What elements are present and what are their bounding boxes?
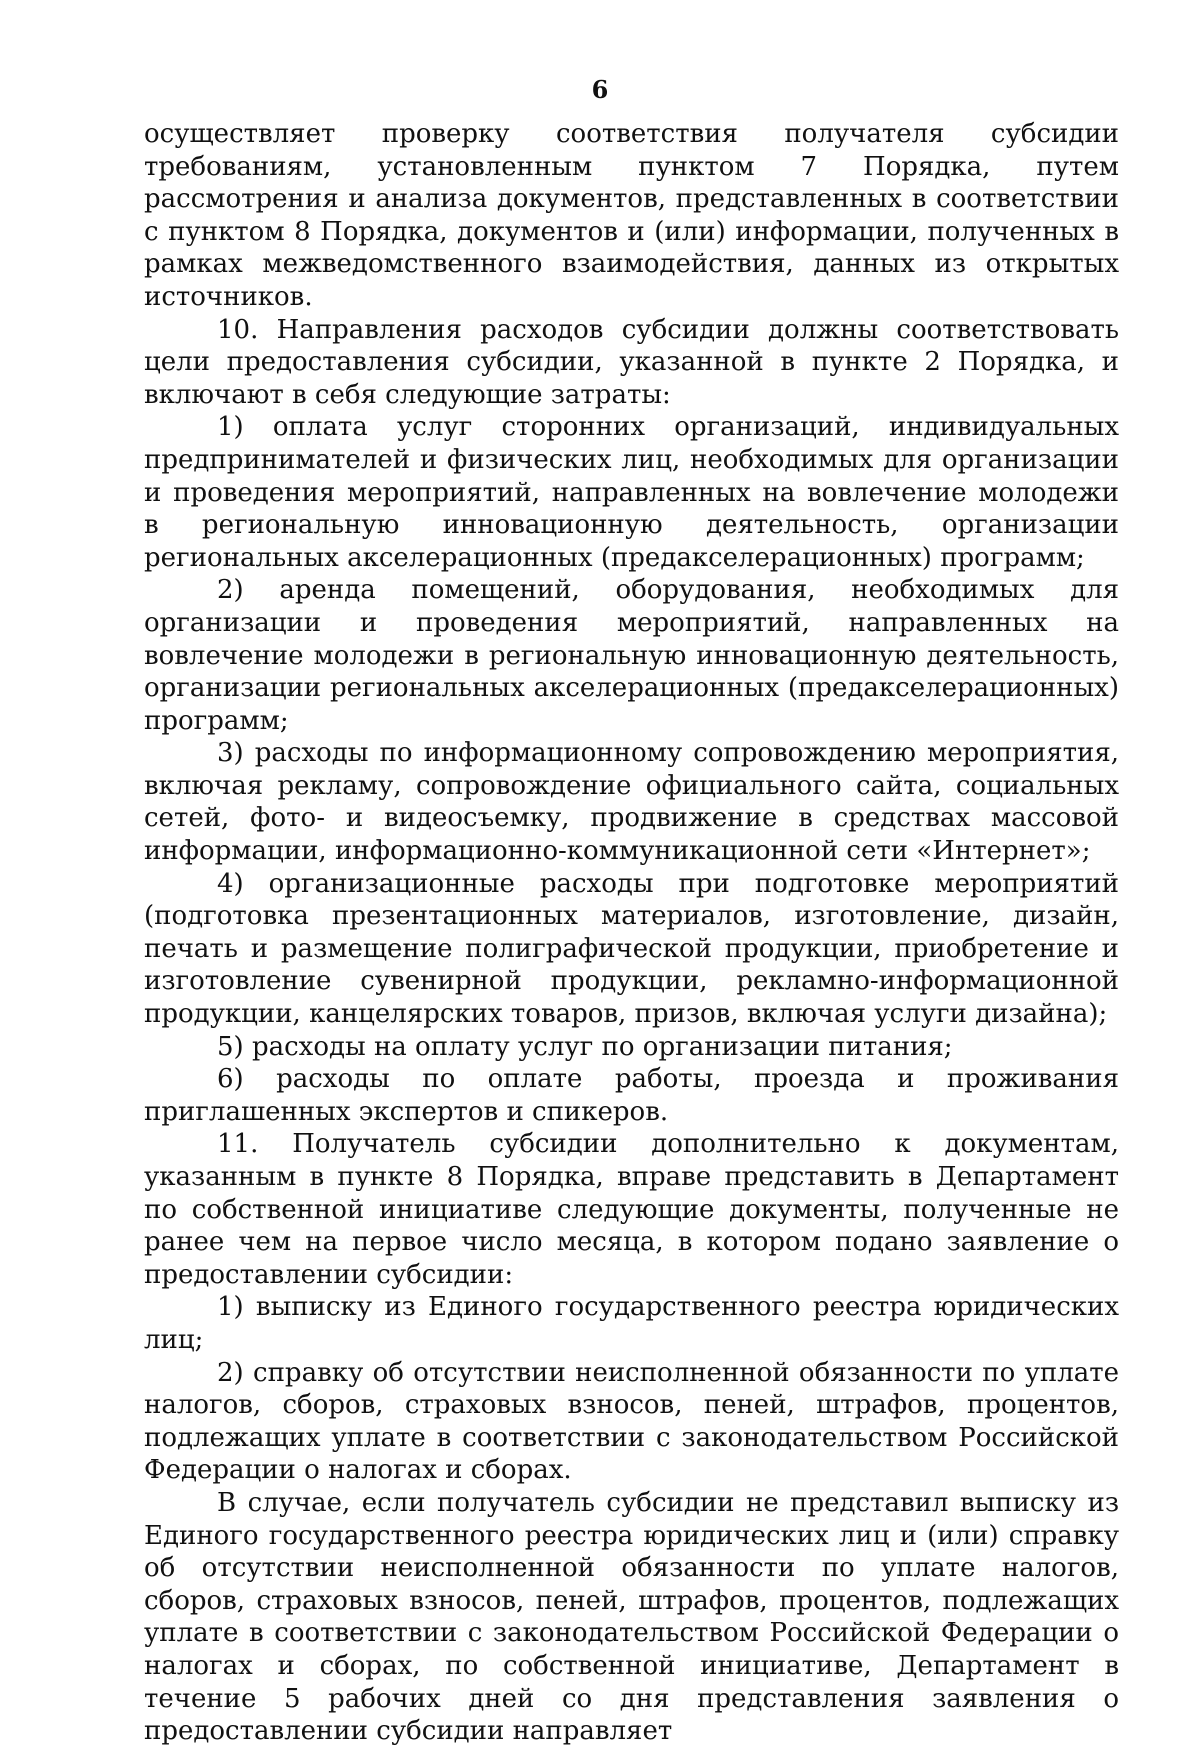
- paragraph-subitem-10-1: 1) оплата услуг сторонних организаций, индивидуальных предпринимателей и физических лиц, необходимых для организации и проведения мероприятий, направленных на вовлечение молодежи в региональную инновационную деятельность, организации региональных акселерационных (предакселерационных) программ;: [144, 412, 1119, 573]
- paragraph-subitem-10-5: 5) расходы на оплату услуг по организации питания;: [217, 1031, 953, 1062]
- paragraph-case: В случае, если получатель субсидии не представил выписку из Единого государственного реестра юридических лиц и (или) справку об отсутствии неисполненной обязанности по уплате налогов, сборов, страховых взносов, пеней, штрафов, процентов, подлежащих уплате в соответствии с законодательством Российской Федерации о налогах и сборах, по собственной инициативе, Департамент в течение 5 рабочих дней со дня представления заявления о предоставлении субсидии направляет: [144, 1487, 1119, 1747]
- paragraph-subitem-10-4: 4) организационные расходы при подготовке мероприятий (подготовка презентационных материалов, изготовление, дизайн, печать и размещение полиграфической продукции, приобретение и изготовление сувенирной продукции, рекламно-информационной продукции, канцелярских товаров, призов, включая услуги дизайна);: [144, 868, 1119, 1030]
- document-body: [144, 118, 1119, 1748]
- paragraph-subitem-11-1: 1) выписку из Единого государственного реестра юридических лиц;: [144, 1292, 1119, 1355]
- paragraph-subitem-11-2: 2) справку об отсутствии неисполненной обязанности по уплате налогов, сборов, страховых взносов, пеней, штрафов, процентов, подлежащих уплате в соответствии с законодательством Российской Федерации о налогах и сборах.: [144, 1357, 1119, 1486]
- paragraph-continuation: осуществляет проверку соответствия получателя субсидии требованиям, установленным пунктом 7 Порядка, путем рассмотрения и анализа документов, представленных в соответствии с пунктом 8 Порядка, документов и (или) информации, полученных в рамках межведомственного взаимодействия, данных из открытых источников.: [144, 119, 1119, 312]
- paragraph-item-11: 11. Получатель субсидии дополнительно к документам, указанным в пункте 8 Порядка, вправе представить в Департамент по собственной инициативе следующие документы, полученные не ранее чем на первое число месяца, в котором подано заявление о предоставлении субсидии:: [144, 1129, 1119, 1290]
- paragraph-subitem-10-3: 3) расходы по информационному сопровождению мероприятия, включая рекламу, сопровождение официального сайта, социальных сетей, фото- и видеосъемку, продвижение в средствах массовой информации, информационно-коммуникационной сети «Интернет»;: [144, 738, 1119, 867]
- paragraph-item-10: 10. Направления расходов субсидии должны соответствовать цели предоставления субсидии, указанной в пункте 2 Порядка, и включают в себя следующие затраты:: [144, 314, 1119, 410]
- paragraph-subitem-10-2: 2) аренда помещений, оборудования, необходимых для организации и проведения мероприятий, направленных на вовлечение молодежи в региональную инновационную деятельность, организации региональных акселерационных (предакселерационных) программ;: [144, 575, 1119, 736]
- paragraph-subitem-10-6: 6) расходы по оплате работы, проезда и проживания приглашенных экспертов и спикеров.: [144, 1064, 1119, 1127]
- page-number: 6: [591, 75, 609, 104]
